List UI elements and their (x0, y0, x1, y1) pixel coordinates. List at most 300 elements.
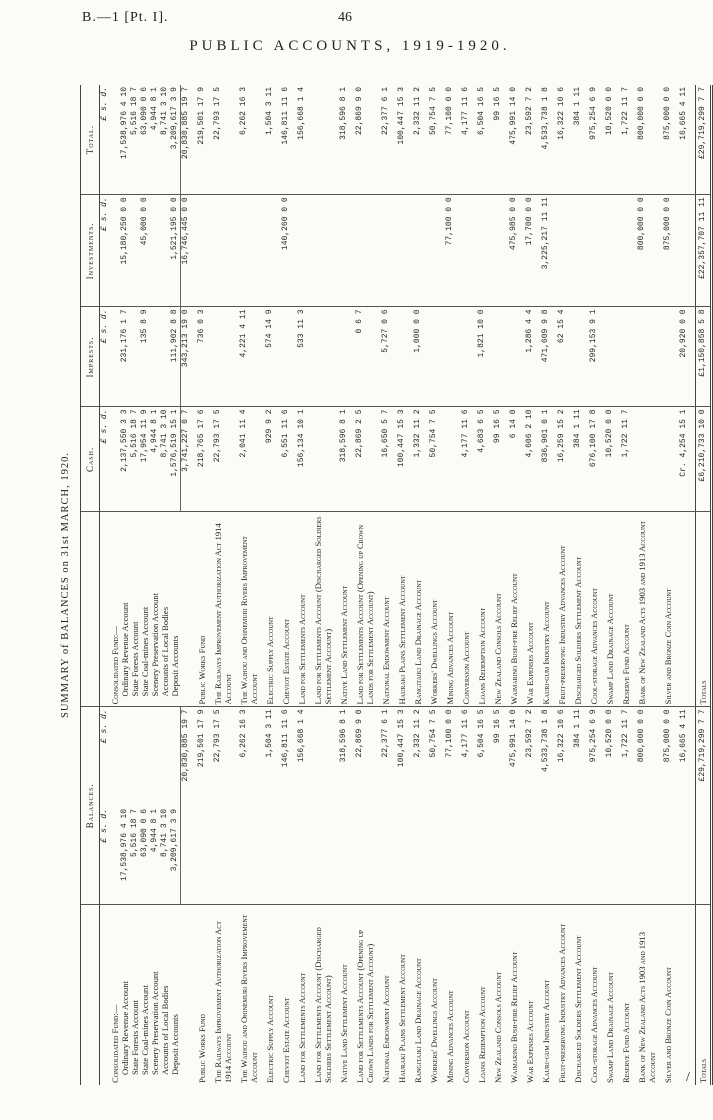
header-total: Total. (81, 85, 100, 195)
balance-subtotal: 156,668 1 4 (297, 709, 306, 763)
account-name (181, 905, 192, 1085)
total-value: 1,722 11 7 (621, 85, 631, 195)
total-value: 23,592 7 2 (525, 85, 535, 195)
header-account (81, 905, 100, 1085)
table-body (100, 85, 712, 1085)
account-name: Swamp Land Drainage Account (605, 971, 615, 1083)
table-row (297, 85, 307, 1085)
imprests-value (493, 307, 503, 407)
table-row (509, 85, 519, 1085)
table-row (397, 85, 407, 1085)
investments-value (110, 195, 120, 307)
total-value: 22,869 9 0 (355, 85, 375, 195)
balance-value (663, 807, 673, 905)
table-row (197, 85, 207, 1085)
imprests-value (160, 307, 170, 407)
account-name-repeat: The Waihou and Ohinemuri Rivers Improvement Account (239, 512, 259, 707)
investments-value (589, 195, 599, 307)
header-balances: Balances. (81, 707, 100, 905)
cash-value: 318,596 8 1 (339, 407, 349, 512)
account-name: Workers' Dwellings Account (429, 978, 439, 1083)
investments-value (621, 195, 631, 307)
investments-value (213, 195, 233, 307)
investments-value: 16,746,445 0 0 (181, 195, 192, 307)
total-value: 1,504 3 11 (265, 85, 275, 195)
investments-value (679, 195, 689, 307)
unit-label: £ s. d. (100, 709, 109, 744)
table-row (140, 85, 150, 1085)
total-value: 875,000 0 0 (663, 85, 673, 195)
balance-value (445, 807, 455, 905)
cash-value: 4,683 6 5 (477, 407, 487, 512)
balance-subtotal: 23,592 7 2 (525, 709, 534, 758)
table-row (493, 85, 503, 1085)
table-row (130, 85, 140, 1085)
account-name-repeat: Deposit Accounts (170, 512, 181, 707)
balance-value: 17,538,976 4 10 (120, 807, 130, 905)
balance-subtotal: 100,447 15 3 (397, 709, 406, 768)
total-value: 800,000 0 0 (637, 85, 657, 195)
account-name: Loans Redemption Account (477, 986, 487, 1083)
account-name: Consolidated Fund:— (110, 1004, 120, 1083)
cash-value: 22,793 17 5 (213, 407, 233, 512)
unit-label: £ s. d. (100, 85, 111, 195)
imprests-value: 1,286 4 4 (525, 307, 535, 407)
balance-value (381, 807, 391, 905)
account-name: State Coal-mines Account (140, 985, 150, 1075)
totals-imprests: £1,150,858 5 8 (696, 307, 712, 407)
investments-value (413, 195, 423, 307)
total-value: 3,209,617 3 9 (170, 85, 181, 195)
table-row (239, 85, 259, 1085)
imprests-value: 533 11 3 (297, 307, 307, 407)
balance-subtotal (140, 707, 150, 807)
imprests-value: 231,176 1 7 (120, 307, 130, 407)
account-name-repeat: Cool-storage Advances Account (589, 512, 599, 707)
investments-value (297, 195, 307, 307)
cash-value: 1,332 11 2 (413, 407, 423, 512)
cash-value (637, 407, 657, 512)
unit-cell-empty (100, 905, 111, 1085)
cash-value: 156,134 10 1 (297, 407, 307, 512)
investments-value: 15,180,250 0 0 (120, 195, 130, 307)
cash-value: 16,259 15 2 (557, 407, 567, 512)
balance-subtotal: 50,754 7 5 (429, 709, 438, 758)
total-value: 77,100 0 0 (445, 85, 455, 195)
totals-total: £29,719,299 7 7 (696, 85, 712, 195)
cash-value: 2,137,550 3 3 (120, 407, 130, 512)
investments-value (557, 195, 567, 307)
account-name: Discharged Soldiers Settlement Account (573, 935, 583, 1083)
table-row (160, 85, 170, 1085)
account-name: Reserve Fund Account (621, 1002, 631, 1083)
account-name (679, 905, 689, 1085)
total-value: 219,501 17 9 (197, 85, 207, 195)
account-name-repeat: Mining Advances Account (445, 512, 455, 707)
account-name: Hauraki Plains Settlement Account (397, 954, 407, 1083)
imprests-value: 299,153 9 1 (589, 307, 599, 407)
account-name: Cool-storage Advances Account (589, 966, 599, 1083)
total-value: 975,254 6 9 (589, 85, 599, 195)
imprests-value (130, 307, 140, 407)
total-value: 6,262 16 3 (239, 85, 259, 195)
imprests-value: 0 6 7 (355, 307, 375, 407)
investments-value: 1,521,195 0 0 (170, 195, 181, 307)
imprests-value (637, 307, 657, 407)
header-cash: Cash. (81, 407, 100, 512)
cash-value: 10,520 0 0 (605, 407, 615, 512)
imprests-value (429, 307, 439, 407)
investments-value (381, 195, 391, 307)
unit-label: £ s. d. (100, 807, 111, 905)
account-name: The Waihou and Ohinemuri Rivers Improvement Account (239, 914, 259, 1083)
account-name: Native Land Settlement Account (339, 964, 349, 1083)
cash-value: 1,722 11 7 (621, 407, 631, 512)
cash-value: 8,741 3 10 (160, 407, 170, 512)
cash-value: 50,754 7 5 (429, 407, 439, 512)
investments-value (339, 195, 349, 307)
balance-subtotal: 16,322 10 6 (557, 709, 566, 763)
imprests-value (397, 307, 407, 407)
investments-value (477, 195, 487, 307)
balance-subtotal: 975,254 6 9 (589, 709, 598, 763)
total-value: 318,596 8 1 (339, 85, 349, 195)
imprests-value: 736 0 3 (197, 307, 207, 407)
account-name-repeat: Silver and Bronze Coin Account (663, 512, 673, 707)
balance-value (197, 807, 207, 905)
total-value: 475,991 14 0 (509, 85, 519, 195)
imprests-value (213, 307, 233, 407)
balance-value (541, 807, 551, 905)
cash-value: 218,765 17 6 (197, 407, 207, 512)
balance-value (265, 807, 275, 905)
total-value: 4,533,738 1 8 (541, 85, 551, 195)
balance-value: 4,944 8 1 (150, 807, 160, 905)
total-value (110, 85, 120, 195)
unit-label: £ s. d. (100, 407, 111, 512)
total-value: 20,830,885 19 7 (181, 85, 192, 195)
balance-value (355, 807, 375, 905)
balance-value: 8,741 3 10 (160, 807, 170, 905)
imprests-value: 4,221 4 11 (239, 307, 259, 407)
balance-value (397, 807, 407, 905)
cash-value: Cr. 4,254 15 1 (679, 407, 689, 512)
table-row (213, 85, 233, 1085)
imprests-value: 343,213 19 0 (181, 307, 192, 407)
account-name: Conversion Account (461, 1010, 471, 1083)
account-name-repeat: National Endowment Account (381, 512, 391, 707)
account-name-repeat: Rangitaiki Land Drainage Account (413, 512, 423, 707)
imprests-value (110, 307, 120, 407)
total-value: 5,516 18 7 (130, 85, 140, 195)
total-value: 99 16 5 (493, 85, 503, 195)
table-row (429, 85, 439, 1085)
balance-value (573, 807, 583, 905)
balance-subtotal: 2,332 11 2 (413, 709, 422, 758)
table-row (573, 85, 583, 1085)
investments-value: 17,700 0 0 (525, 195, 535, 307)
header-account-2 (81, 512, 100, 707)
account-name-repeat: Bank of New Zealand Acts 1903 and 1913 Account (637, 512, 657, 707)
balance-value (339, 807, 349, 905)
balance-subtotal: 99 16 5 (493, 709, 502, 744)
table-row (339, 85, 349, 1085)
balance-value (605, 807, 615, 905)
imprests-value (663, 307, 673, 407)
total-value: 8,741 3 10 (160, 85, 170, 195)
totals-balances: £29,719,299 7 7 (696, 707, 712, 807)
cash-value: 4,177 11 6 (461, 407, 471, 512)
balance-subtotal (313, 707, 333, 807)
unit-cell-empty (100, 512, 111, 707)
balance-subtotal: 22,793 17 5 (213, 709, 222, 763)
account-name-repeat: Kauri-gum Industry Account (541, 512, 551, 707)
account-name: Deposit Accounts (170, 1014, 180, 1075)
balance-subtotal: 219,501 17 9 (197, 709, 206, 768)
total-value: 63,090 0 6 (140, 85, 150, 195)
account-name-repeat: Ordinary Revenue Account (120, 512, 130, 707)
cash-value: 3,741,227 0 7 (181, 407, 192, 512)
investments-value (429, 195, 439, 307)
table-row (679, 85, 689, 1085)
total-value: 2,332 11 2 (413, 85, 423, 195)
totals-row (696, 85, 712, 1085)
account-name: Rangitaiki Land Drainage Account (413, 958, 423, 1083)
balance-value (297, 807, 307, 905)
cash-value (313, 407, 333, 512)
account-name: Mining Advances Account (445, 990, 455, 1083)
balance-subtotal: 6,504 16 5 (477, 709, 486, 758)
investments-value: 140,260 0 0 (281, 195, 291, 307)
imprests-value (621, 307, 631, 407)
investments-value (150, 195, 160, 307)
account-name-repeat: Land for Settlements Account (Discharged Soldiers Settlement Account) (313, 512, 333, 707)
balance-value (429, 807, 439, 905)
margin-mark: / (686, 1070, 690, 1085)
investments-value (493, 195, 503, 307)
table-row (181, 85, 192, 1085)
totals-label-repeat: Totals (696, 512, 712, 707)
imprests-value (313, 307, 333, 407)
account-name-repeat: The Railways Improvement Authorization Act 1914 Account (213, 512, 233, 707)
cash-value: 929 9 2 (265, 407, 275, 512)
total-value (313, 85, 333, 195)
account-name-repeat: Fruit-preserving Industry Advances Account (557, 512, 567, 707)
cash-value (110, 407, 120, 512)
balance-subtotal (120, 707, 130, 807)
account-name-repeat (679, 512, 689, 707)
investments-value (160, 195, 170, 307)
unit-label: £ s. d. (100, 195, 111, 307)
table-row (110, 85, 120, 1085)
account-name-repeat: War Expenses Account (525, 512, 535, 707)
table-row (525, 85, 535, 1085)
total-value: 16,322 10 6 (557, 85, 567, 195)
table-row (170, 85, 181, 1085)
total-value: 100,447 15 3 (397, 85, 407, 195)
account-name-repeat: Loans Redemption Account (477, 512, 487, 707)
header-investments: Investments. (81, 195, 100, 307)
table-row (461, 85, 471, 1085)
table-row (589, 85, 599, 1085)
account-name-repeat: Electric Supply Account (265, 512, 275, 707)
imprests-value: 471,609 9 8 (541, 307, 551, 407)
total-value: 17,538,976 4 10 (120, 85, 130, 195)
account-name-repeat: Discharged Soldiers Settlement Account (573, 512, 583, 707)
total-value: 6,504 16 5 (477, 85, 487, 195)
account-name: Kauri-gum Industry Account (541, 979, 551, 1083)
investments-value (605, 195, 615, 307)
account-name: Cheviot Estate Account (281, 997, 291, 1083)
account-name-repeat: Conversion Account (461, 512, 471, 707)
account-name-repeat: Hauraki Plains Settlement Account (397, 512, 407, 707)
imprests-value (605, 307, 615, 407)
balance-subtotal: 22,377 6 1 (381, 709, 390, 758)
page-number: 46 (338, 10, 352, 25)
total-value: 50,754 7 5 (429, 85, 439, 195)
imprests-value (573, 307, 583, 407)
cash-value: 2,041 11 4 (239, 407, 259, 512)
table-row (281, 85, 291, 1085)
balance-value: 5,516 18 7 (130, 807, 140, 905)
imprests-value (150, 307, 160, 407)
table-row (413, 85, 423, 1085)
balance-value (509, 807, 519, 905)
balance-subtotal: 318,596 8 1 (339, 709, 348, 763)
cash-value: 1,576,519 15 1 (170, 407, 181, 512)
balance-value (313, 807, 333, 905)
investments-value (313, 195, 333, 307)
account-name: National Endowment Account (381, 975, 391, 1083)
imprests-value: 1,000 0 0 (413, 307, 423, 407)
investments-value (197, 195, 207, 307)
investments-value: 3,225,217 11 11 (541, 195, 551, 307)
total-value: 10,520 0 0 (605, 85, 615, 195)
balance-subtotal (160, 707, 170, 807)
investments-value: 800,000 0 0 (637, 195, 657, 307)
cash-value (663, 407, 673, 512)
imprests-value: 62 15 4 (557, 307, 567, 407)
table-row (663, 85, 673, 1085)
balance-value (110, 807, 120, 905)
account-name-repeat: Land for Settlements Account (Opening up Crown Lands for Settlement Account) (355, 512, 375, 707)
account-name: Land for Settlements Account (297, 972, 307, 1083)
rotated-table-region (60, 85, 708, 1085)
totals-empty (696, 807, 712, 905)
balance-subtotal: 77,100 0 0 (445, 709, 454, 758)
imprests-value (339, 307, 349, 407)
total-value: 146,811 11 6 (281, 85, 291, 195)
cash-value: 5,516 18 7 (130, 407, 140, 512)
unit-row (100, 85, 111, 1085)
account-name-repeat: State Coal-mines Account (140, 512, 150, 707)
balance-subtotal: 16,665 4 11 (679, 709, 688, 763)
account-name-repeat: Native Land Settlement Account (339, 512, 349, 707)
balance-value (213, 807, 233, 905)
investments-value: 875,000 0 0 (663, 195, 673, 307)
balance-value (589, 807, 599, 905)
account-name: Silver and Bronze Coin Account (663, 966, 673, 1083)
account-name-repeat: Scenery Preservation Account (150, 512, 160, 707)
balance-value (181, 807, 192, 905)
cash-value: 4,944 8 1 (150, 407, 160, 512)
balance-subtotal: 6,262 16 3 (239, 709, 248, 758)
account-name-repeat: Accounts of Local Bodies (160, 512, 170, 707)
account-name: War Expenses Account (525, 1000, 535, 1083)
total-value: 16,665 4 11 (679, 85, 689, 195)
balance-value (679, 807, 689, 905)
investments-value: 475,985 0 0 (509, 195, 519, 307)
account-name: New Zealand Consols Account (493, 971, 503, 1083)
balance-subtotal: 146,811 11 6 (281, 709, 290, 768)
balance-value: 63,090 0 6 (140, 807, 150, 905)
table-row (381, 85, 391, 1085)
total-value: 22,793 17 5 (213, 85, 233, 195)
cash-value: 16,650 5 7 (381, 407, 391, 512)
balance-subtotal (130, 707, 140, 807)
account-name: Electric Supply Account (265, 994, 275, 1083)
account-name-repeat: Public Works Fund (197, 512, 207, 707)
table-row (355, 85, 375, 1085)
imprests-value: 574 14 9 (265, 307, 275, 407)
account-name-repeat (181, 512, 192, 707)
cash-value: 384 1 11 (573, 407, 583, 512)
account-name: Waimarino Bush-fire Relief Account (509, 951, 519, 1083)
totals-cash: £6,210,733 10 0 (696, 407, 712, 512)
balance-subtotal: 475,991 14 0 (509, 709, 518, 768)
header-imprests: Imprests. (81, 307, 100, 407)
table-row (541, 85, 551, 1085)
cash-value: 22,869 2 5 (355, 407, 375, 512)
total-value: 156,668 1 4 (297, 85, 307, 195)
balance-value (525, 807, 535, 905)
investments-value (265, 195, 275, 307)
cash-value: 6,551 11 6 (281, 407, 291, 512)
account-name: Accounts of Local Bodies (160, 985, 170, 1075)
totals-label: Totals (696, 905, 712, 1085)
imprests-value: 111,902 8 8 (170, 307, 181, 407)
table-row (265, 85, 275, 1085)
table-row (637, 85, 657, 1085)
balance-value (621, 807, 631, 905)
account-name: Land for Settlements Account (Discharged Soldiers Settlement Account) (313, 927, 333, 1083)
balance-value (413, 807, 423, 905)
account-name: Scenery Preservation Account (150, 971, 160, 1075)
unit-label: £ s. d. (100, 307, 111, 407)
account-name-repeat: Swamp Land Drainage Account (605, 512, 615, 707)
balance-value (493, 807, 503, 905)
table-row (477, 85, 487, 1085)
balance-subtotal: 1,504 3 11 (265, 709, 274, 758)
table-row (605, 85, 615, 1085)
account-name-repeat: Workers' Dwellings Account (429, 512, 439, 707)
investments-value (355, 195, 375, 307)
balance-subtotal: 384 1 11 (573, 709, 582, 748)
cash-value: 100,447 15 3 (397, 407, 407, 512)
cash-value: 17,954 11 9 (140, 407, 150, 512)
total-value: 4,177 11 6 (461, 85, 471, 195)
investments-value (573, 195, 583, 307)
investments-value (130, 195, 140, 307)
balance-subtotal: 800,000 0 0 (637, 709, 646, 763)
balance-subtotal: 875,000 0 0 (663, 709, 672, 763)
imprests-value: 135 8 9 (140, 307, 150, 407)
account-name: State Forests Account (130, 1000, 140, 1075)
cash-value: 99 16 5 (493, 407, 503, 512)
balance-value (637, 807, 657, 905)
imprests-value (509, 307, 519, 407)
total-value: 4,944 8 1 (150, 85, 160, 195)
